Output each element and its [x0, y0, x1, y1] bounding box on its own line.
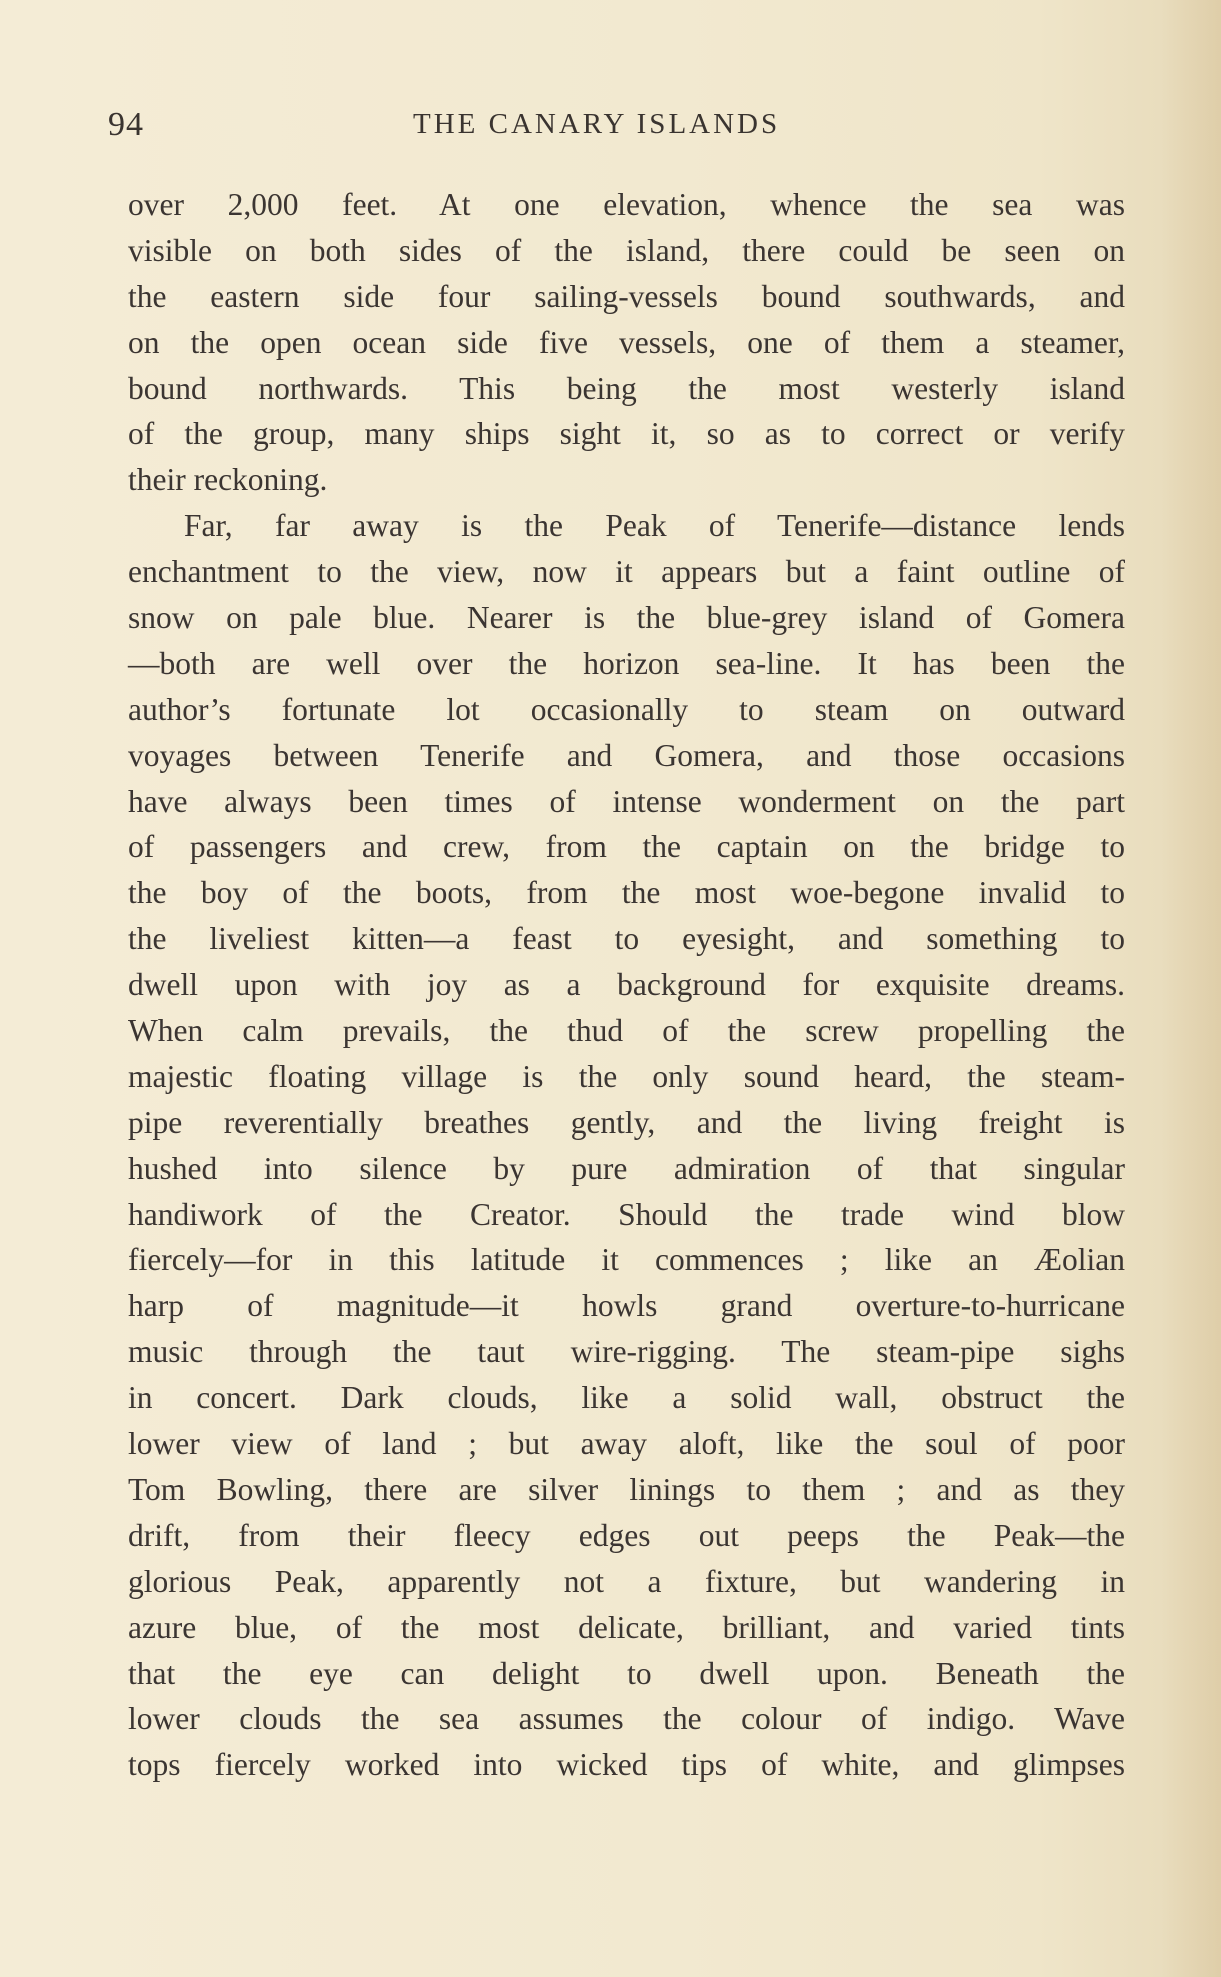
text-line: azure blue, of the most delicate, brilliant, and varied tints: [128, 1609, 1125, 1645]
running-title: THE CANARY ISLANDS: [413, 108, 781, 140]
text-line: author’s fortunate lot occasionally to steam on outward: [128, 691, 1125, 727]
text-line: of passengers and crew, from the captain on the bridge to: [128, 829, 1125, 865]
page-number: 94: [108, 106, 144, 143]
text-line: hushed into silence by pure admiration of that singular: [128, 1150, 1125, 1186]
text-line: visible on both sides of the island, there could be seen on: [128, 232, 1125, 268]
text-line: harp of magnitude—it howls grand overture-to-hurricane: [128, 1288, 1125, 1324]
text-line: have always been times of intense wonderment on the part: [128, 783, 1125, 819]
text-line: snow on pale blue. Nearer is the blue-grey island of Gomera: [128, 600, 1125, 636]
text-line: music through the taut wire-rigging. The steam-pipe sighs: [128, 1334, 1125, 1370]
body-text: [128, 182, 1125, 1788]
text-line: fiercely—for in this latitude it commences ; like an Æolian: [128, 1242, 1125, 1278]
text-line: the eastern side four sailing-vessels bound southwards, and: [128, 278, 1125, 314]
text-line: pipe reverentially breathes gently, and the living freight is: [128, 1104, 1125, 1140]
running-head: [108, 106, 1128, 150]
text-line: handiwork of the Creator. Should the trade wind blow: [128, 1196, 1125, 1232]
text-line: tops fiercely worked into wicked tips of white, and glimpses: [128, 1747, 1125, 1783]
text-line: When calm prevails, the thud of the screw propelling the: [128, 1013, 1125, 1049]
text-line: lower clouds the sea assumes the colour of indigo. Wave: [128, 1701, 1125, 1737]
text-line: lower view of land ; but away aloft, like the soul of poor: [128, 1426, 1125, 1462]
text-line: the boy of the boots, from the most woe-begone invalid to: [128, 875, 1125, 911]
text-line: of the group, many ships sight it, so as to correct or verify: [128, 416, 1125, 452]
text-line: in concert. Dark clouds, like a solid wall, obstruct the: [128, 1380, 1125, 1416]
text-line: enchantment to the view, now it appears but a faint outline of: [128, 554, 1125, 590]
text-line: bound northwards. This being the most westerly island: [128, 370, 1125, 406]
text-line: Far, far away is the Peak of Tenerife—distance lends: [184, 508, 1125, 544]
text-line: drift, from their fleecy edges out peeps the Peak—the: [128, 1517, 1125, 1553]
text-line: —both are well over the horizon sea-line. It has been the: [128, 645, 1125, 681]
text-line: over 2,000 feet. At one elevation, whence the sea was: [128, 187, 1125, 222]
page-edge-shadow: [1161, 0, 1221, 1977]
text-line: on the open ocean side five vessels, one of them a steamer,: [128, 324, 1125, 360]
text-line: their reckoning.: [128, 462, 328, 498]
text-line: majestic floating village is the only sound heard, the steam-: [128, 1058, 1125, 1094]
text-line: glorious Peak, apparently not a fixture, but wandering in: [128, 1563, 1125, 1599]
text-line: that the eye can delight to dwell upon. Beneath the: [128, 1655, 1125, 1691]
text-line: Tom Bowling, there are silver linings to them ; and as they: [128, 1471, 1125, 1507]
text-line: voyages between Tenerife and Gomera, and those occasions: [128, 737, 1125, 773]
text-line: dwell upon with joy as a background for exquisite dreams.: [128, 967, 1125, 1003]
text-line: the liveliest kitten—a feast to eyesight, and something to: [128, 921, 1125, 957]
